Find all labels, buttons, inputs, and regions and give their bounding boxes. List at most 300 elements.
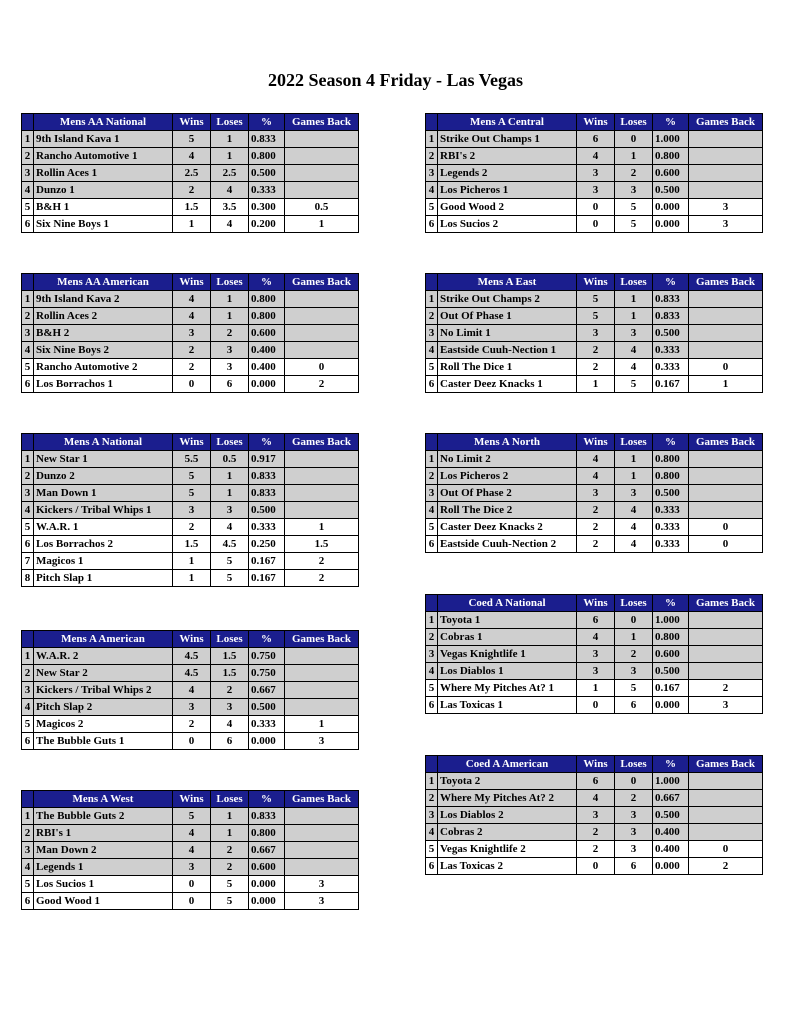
wins-cell: 0 [577, 858, 615, 875]
pct-cell: 0.500 [653, 807, 689, 824]
table-row [22, 451, 359, 468]
wins-cell: 4 [173, 842, 211, 859]
wins-cell: 4 [577, 790, 615, 807]
team-cell: Legends 2 [438, 165, 577, 182]
team-cell: Where My Pitches At? 1 [438, 680, 577, 697]
games-back-cell [285, 291, 359, 308]
wins-cell: 3 [577, 485, 615, 502]
games-back-cell: 0 [689, 841, 763, 858]
table-row [22, 842, 359, 859]
loses-header: Loses [615, 595, 653, 612]
team-cell: 9th Island Kava 2 [34, 291, 173, 308]
rank-cell: 7 [22, 553, 34, 570]
loses-cell: 4 [615, 536, 653, 553]
pct-header: % [653, 434, 689, 451]
table-row [426, 519, 763, 536]
loses-cell: 1 [211, 131, 249, 148]
team-cell: Los Borrachos 1 [34, 376, 173, 393]
games-back-cell [285, 342, 359, 359]
division-name: Mens AA American [34, 274, 173, 291]
games-back-cell [689, 468, 763, 485]
table-row [22, 342, 359, 359]
rank-cell: 4 [426, 182, 438, 199]
rank-cell: 1 [426, 131, 438, 148]
loses-header: Loses [615, 114, 653, 131]
wins-cell: 4 [173, 148, 211, 165]
loses-cell: 5 [615, 216, 653, 233]
rank-cell: 2 [426, 629, 438, 646]
wins-header: Wins [577, 756, 615, 773]
loses-cell: 1.5 [211, 665, 249, 682]
team-cell: Pitch Slap 1 [34, 570, 173, 587]
loses-cell: 2 [615, 646, 653, 663]
pct-cell: 0.500 [249, 165, 285, 182]
rank-cell: 3 [426, 485, 438, 502]
games-back-cell [285, 182, 359, 199]
loses-header: Loses [615, 756, 653, 773]
pct-cell: 0.333 [653, 342, 689, 359]
loses-cell: 3 [615, 182, 653, 199]
pct-cell: 0.750 [249, 665, 285, 682]
team-cell: Where My Pitches At? 2 [438, 790, 577, 807]
team-cell: Out Of Phase 2 [438, 485, 577, 502]
games-back-cell [689, 325, 763, 342]
rank-cell: 6 [426, 216, 438, 233]
table-row [22, 825, 359, 842]
team-cell: Cobras 2 [438, 824, 577, 841]
loses-cell: 1 [615, 148, 653, 165]
loses-cell: 6 [615, 858, 653, 875]
table-row [22, 876, 359, 893]
wins-cell: 3 [173, 502, 211, 519]
loses-cell: 0 [615, 131, 653, 148]
header-corner [426, 274, 438, 291]
wins-cell: 3 [577, 182, 615, 199]
team-cell: Toyota 1 [438, 612, 577, 629]
loses-cell: 4 [615, 519, 653, 536]
loses-cell: 1 [211, 148, 249, 165]
table-row [22, 325, 359, 342]
standings-table [21, 790, 359, 910]
rank-cell: 2 [426, 148, 438, 165]
wins-cell: 4 [173, 825, 211, 842]
table-row [22, 182, 359, 199]
rank-cell: 5 [426, 680, 438, 697]
pct-cell: 0.200 [249, 216, 285, 233]
wins-header: Wins [173, 434, 211, 451]
table-row [22, 716, 359, 733]
wins-header: Wins [577, 434, 615, 451]
header-row [22, 791, 359, 808]
loses-cell: 1 [615, 468, 653, 485]
games-back-cell [689, 451, 763, 468]
loses-cell: 3 [615, 824, 653, 841]
rank-cell: 1 [22, 648, 34, 665]
team-cell: Man Down 1 [34, 485, 173, 502]
loses-cell: 4 [211, 182, 249, 199]
rank-cell: 6 [22, 536, 34, 553]
loses-cell: 6 [615, 697, 653, 714]
rank-cell: 5 [22, 519, 34, 536]
team-cell: Kickers / Tribal Whips 2 [34, 682, 173, 699]
pct-cell: 0.600 [653, 646, 689, 663]
games-back-cell [689, 291, 763, 308]
table-row [22, 502, 359, 519]
division-name: Mens A Central [438, 114, 577, 131]
pct-header: % [249, 114, 285, 131]
loses-cell: 5 [211, 553, 249, 570]
division-name: Mens A National [34, 434, 173, 451]
rank-cell: 4 [22, 182, 34, 199]
pct-cell: 0.667 [249, 682, 285, 699]
games-back-cell [285, 682, 359, 699]
wins-cell: 2 [577, 824, 615, 841]
rank-cell: 4 [22, 342, 34, 359]
division-name: Mens AA National [34, 114, 173, 131]
games-back-cell: 2 [285, 376, 359, 393]
table-row [426, 199, 763, 216]
loses-header: Loses [211, 631, 249, 648]
games-back-cell [285, 308, 359, 325]
wins-cell: 0 [173, 733, 211, 750]
games-back-header: Games Back [689, 274, 763, 291]
team-cell: Dunzo 2 [34, 468, 173, 485]
table-row [22, 570, 359, 587]
pct-cell: 0.800 [249, 148, 285, 165]
pct-cell: 0.333 [249, 182, 285, 199]
games-back-header: Games Back [689, 595, 763, 612]
wins-cell: 4 [577, 148, 615, 165]
wins-cell: 2 [577, 841, 615, 858]
rank-cell: 4 [22, 502, 34, 519]
wins-cell: 2 [577, 342, 615, 359]
team-cell: Dunzo 1 [34, 182, 173, 199]
games-back-cell [285, 325, 359, 342]
team-cell: RBI's 2 [438, 148, 577, 165]
games-back-cell [285, 468, 359, 485]
games-back-cell: 3 [689, 697, 763, 714]
rank-cell: 3 [22, 325, 34, 342]
rank-cell: 3 [22, 682, 34, 699]
team-cell: The Bubble Guts 1 [34, 733, 173, 750]
table-row [426, 308, 763, 325]
games-back-cell [689, 790, 763, 807]
wins-cell: 0 [173, 376, 211, 393]
table-row [426, 646, 763, 663]
wins-cell: 2 [173, 519, 211, 536]
team-cell: Magicos 2 [34, 716, 173, 733]
wins-cell: 2 [577, 502, 615, 519]
table-row [426, 824, 763, 841]
pct-cell: 0.800 [249, 825, 285, 842]
games-back-cell: 1 [285, 216, 359, 233]
loses-cell: 4 [615, 502, 653, 519]
wins-header: Wins [577, 595, 615, 612]
pct-header: % [653, 756, 689, 773]
pct-header: % [249, 791, 285, 808]
games-back-header: Games Back [285, 114, 359, 131]
header-corner [426, 114, 438, 131]
games-back-cell [285, 665, 359, 682]
team-cell: Legends 1 [34, 859, 173, 876]
header-corner [22, 114, 34, 131]
pct-cell: 0.400 [249, 359, 285, 376]
loses-cell: 0 [615, 773, 653, 790]
games-back-cell: 3 [689, 199, 763, 216]
standings-table [425, 273, 763, 393]
pct-cell: 0.750 [249, 648, 285, 665]
wins-header: Wins [173, 631, 211, 648]
pct-cell: 0.800 [249, 291, 285, 308]
rank-cell: 5 [426, 199, 438, 216]
team-cell: Roll The Dice 2 [438, 502, 577, 519]
standings-table [21, 273, 359, 393]
games-back-header: Games Back [285, 274, 359, 291]
rank-cell: 1 [22, 451, 34, 468]
rank-cell: 2 [426, 468, 438, 485]
loses-cell: 4 [615, 359, 653, 376]
rank-cell: 3 [22, 485, 34, 502]
games-back-header: Games Back [285, 434, 359, 451]
rank-cell: 5 [426, 359, 438, 376]
pct-cell: 0.000 [249, 376, 285, 393]
team-cell: New Star 2 [34, 665, 173, 682]
wins-cell: 1.5 [173, 536, 211, 553]
wins-cell: 1 [173, 553, 211, 570]
team-cell: Rancho Automotive 2 [34, 359, 173, 376]
wins-cell: 4 [577, 468, 615, 485]
games-back-cell [689, 182, 763, 199]
pct-cell: 0.833 [249, 485, 285, 502]
division-name: Coed A American [438, 756, 577, 773]
rank-cell: 6 [426, 858, 438, 875]
wins-cell: 6 [577, 773, 615, 790]
table-row [22, 216, 359, 233]
wins-cell: 1 [173, 570, 211, 587]
table-row [22, 485, 359, 502]
games-back-cell: 0 [689, 519, 763, 536]
rank-cell: 8 [22, 570, 34, 587]
wins-cell: 0 [577, 199, 615, 216]
loses-cell: 1 [615, 308, 653, 325]
table-row [22, 468, 359, 485]
table-row [426, 858, 763, 875]
loses-cell: 4 [211, 716, 249, 733]
pct-cell: 0.500 [653, 485, 689, 502]
table-row [426, 612, 763, 629]
pct-cell: 0.833 [249, 131, 285, 148]
rank-cell: 5 [22, 359, 34, 376]
standings-table [21, 433, 359, 587]
loses-cell: 3.5 [211, 199, 249, 216]
loses-cell: 6 [211, 733, 249, 750]
pct-cell: 0.000 [653, 216, 689, 233]
games-back-cell [689, 485, 763, 502]
loses-cell: 1 [211, 808, 249, 825]
team-cell: Kickers / Tribal Whips 1 [34, 502, 173, 519]
pct-cell: 0.600 [249, 325, 285, 342]
wins-cell: 0 [173, 893, 211, 910]
team-cell: Magicos 1 [34, 553, 173, 570]
rank-cell: 1 [22, 131, 34, 148]
table-row [426, 773, 763, 790]
loses-cell: 3 [211, 699, 249, 716]
rank-cell: 3 [426, 325, 438, 342]
table-row [426, 376, 763, 393]
wins-cell: 2.5 [173, 165, 211, 182]
page-title: 2022 Season 4 Friday - Las Vegas [267, 70, 524, 90]
games-back-cell [689, 131, 763, 148]
loses-cell: 5 [615, 680, 653, 697]
team-cell: Los Picheros 2 [438, 468, 577, 485]
pct-cell: 1.000 [653, 612, 689, 629]
games-back-header: Games Back [689, 756, 763, 773]
pct-cell: 0.333 [249, 519, 285, 536]
rank-cell: 3 [22, 165, 34, 182]
games-back-cell: 3 [285, 893, 359, 910]
wins-cell: 0 [173, 876, 211, 893]
loses-cell: 3 [211, 342, 249, 359]
pct-cell: 0.000 [653, 199, 689, 216]
table-row [22, 893, 359, 910]
wins-cell: 1 [577, 680, 615, 697]
table-row [22, 519, 359, 536]
pct-cell: 0.000 [653, 858, 689, 875]
pct-cell: 0.500 [249, 502, 285, 519]
rank-cell: 1 [22, 291, 34, 308]
games-back-cell: 2 [285, 570, 359, 587]
loses-cell: 5 [615, 199, 653, 216]
pct-cell: 0.800 [653, 148, 689, 165]
wins-cell: 5 [173, 808, 211, 825]
games-back-header: Games Back [285, 791, 359, 808]
table-row [22, 648, 359, 665]
table-row [22, 291, 359, 308]
pct-cell: 0.167 [653, 680, 689, 697]
rank-cell: 3 [426, 646, 438, 663]
loses-cell: 3 [615, 807, 653, 824]
team-cell: Caster Deez Knacks 2 [438, 519, 577, 536]
pct-cell: 0.600 [249, 859, 285, 876]
team-cell: Eastside Cuuh-Nection 1 [438, 342, 577, 359]
team-cell: Good Wood 2 [438, 199, 577, 216]
games-back-cell [285, 808, 359, 825]
pct-cell: 0.250 [249, 536, 285, 553]
loses-cell: 5 [211, 876, 249, 893]
games-back-header: Games Back [689, 434, 763, 451]
team-cell: Los Sucios 2 [438, 216, 577, 233]
pct-cell: 0.333 [653, 502, 689, 519]
games-back-cell [285, 485, 359, 502]
loses-cell: 5 [211, 570, 249, 587]
pct-header: % [249, 274, 285, 291]
team-cell: Los Picheros 1 [438, 182, 577, 199]
team-cell: The Bubble Guts 2 [34, 808, 173, 825]
loses-header: Loses [211, 434, 249, 451]
wins-cell: 3 [173, 699, 211, 716]
pct-cell: 0.500 [249, 699, 285, 716]
loses-header: Loses [615, 434, 653, 451]
loses-cell: 3 [615, 841, 653, 858]
pct-cell: 0.333 [653, 359, 689, 376]
games-back-cell: 0 [689, 359, 763, 376]
division-name: Mens A North [438, 434, 577, 451]
team-cell: Caster Deez Knacks 1 [438, 376, 577, 393]
table-row [22, 699, 359, 716]
table-row [22, 665, 359, 682]
team-cell: Vegas Knightlife 2 [438, 841, 577, 858]
games-back-header: Games Back [285, 631, 359, 648]
loses-cell: 1 [211, 291, 249, 308]
team-cell: Las Toxicas 1 [438, 697, 577, 714]
loses-cell: 4 [211, 519, 249, 536]
loses-header: Loses [211, 274, 249, 291]
wins-cell: 4.5 [173, 648, 211, 665]
header-row [426, 434, 763, 451]
wins-cell: 2 [173, 359, 211, 376]
team-cell: Rancho Automotive 1 [34, 148, 173, 165]
wins-cell: 4 [173, 291, 211, 308]
pct-header: % [249, 434, 285, 451]
team-cell: Good Wood 1 [34, 893, 173, 910]
loses-header: Loses [211, 114, 249, 131]
games-back-cell: 0 [689, 536, 763, 553]
rank-cell: 4 [22, 699, 34, 716]
table-row [426, 468, 763, 485]
games-back-cell: 3 [689, 216, 763, 233]
pct-cell: 0.500 [653, 663, 689, 680]
wins-cell: 2 [173, 716, 211, 733]
loses-cell: 2 [615, 790, 653, 807]
rank-cell: 2 [22, 148, 34, 165]
pct-header: % [653, 114, 689, 131]
pct-cell: 0.833 [249, 468, 285, 485]
wins-cell: 3 [173, 325, 211, 342]
table-row [22, 733, 359, 750]
rank-cell: 6 [426, 536, 438, 553]
table-row [426, 790, 763, 807]
games-back-cell [285, 648, 359, 665]
pct-cell: 0.833 [653, 291, 689, 308]
team-cell: Strike Out Champs 2 [438, 291, 577, 308]
table-row [426, 451, 763, 468]
pct-cell: 0.800 [653, 451, 689, 468]
pct-cell: 0.167 [249, 570, 285, 587]
pct-cell: 0.333 [653, 536, 689, 553]
wins-cell: 3 [577, 325, 615, 342]
team-cell: Rollin Aces 2 [34, 308, 173, 325]
loses-cell: 1 [615, 629, 653, 646]
header-row [426, 595, 763, 612]
standings-table [425, 755, 763, 875]
pct-cell: 0.000 [653, 697, 689, 714]
pct-cell: 0.400 [653, 841, 689, 858]
table-row [426, 807, 763, 824]
table-row [426, 291, 763, 308]
wins-cell: 4 [577, 451, 615, 468]
team-cell: Out Of Phase 1 [438, 308, 577, 325]
pct-cell: 0.500 [653, 182, 689, 199]
team-cell: Los Borrachos 2 [34, 536, 173, 553]
rank-cell: 2 [22, 308, 34, 325]
team-cell: Man Down 2 [34, 842, 173, 859]
table-row [22, 131, 359, 148]
loses-cell: 3 [615, 485, 653, 502]
wins-header: Wins [173, 274, 211, 291]
games-back-cell [285, 148, 359, 165]
header-row [426, 756, 763, 773]
wins-cell: 5 [577, 308, 615, 325]
